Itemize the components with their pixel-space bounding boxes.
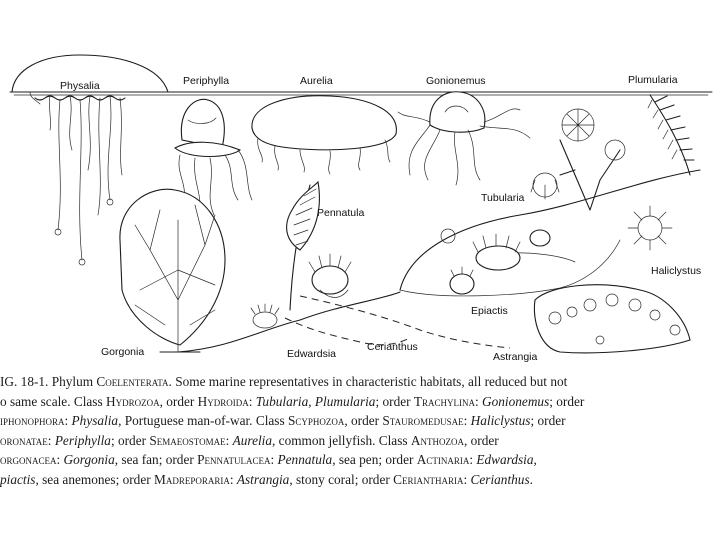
figure-caption <box>0 372 712 490</box>
label-gonionemus: Gonionemus <box>426 75 486 87</box>
caption-line-2: o same scale. Class Hydrozoa, order Hydroida: Tubularia, Plumularia; order Trachylina: Gonionemus; order <box>0 393 585 409</box>
anemone-cerianthus <box>309 254 351 298</box>
rock-outcrop <box>400 170 700 353</box>
caption-line-5: orgonacea: Gorgonia, sea fan; order Pennatulacea: Pennatula, sea pen; order Actinaria: Edwardsia, <box>0 452 537 468</box>
tubularia-drawing <box>531 109 625 210</box>
label-haliclystus: Haliclystus <box>651 265 702 277</box>
label-astrangia: Astrangia <box>493 351 538 363</box>
gorgonia-drawing <box>120 189 225 352</box>
label-pennatula: Pennatula <box>317 207 365 219</box>
label-plumularia: Plumularia <box>628 74 678 86</box>
caption-line-1: IG. 18-1. Phylum Coelenterata. Some marine representatives in characteristic habitats, all reduced but not <box>0 374 568 389</box>
caption-line-4: oronatae: Periphylla; order Semaeostomae: Aurelia, common jellyfish. Class Anthozoa, order <box>0 432 499 448</box>
label-aurelia: Aurelia <box>300 75 333 87</box>
label-tubularia: Tubularia <box>481 192 525 204</box>
pennatula-drawing <box>287 182 320 310</box>
anemone-epiactis <box>441 229 550 294</box>
plumularia-drawing <box>648 95 694 175</box>
aurelia-drawing <box>252 96 396 174</box>
label-physalia: Physalia <box>60 80 100 92</box>
label-cerianthus: Cerianthus <box>367 341 418 353</box>
label-periphylla: Periphylla <box>183 75 230 87</box>
label-epiactis: Epiactis <box>471 305 508 317</box>
haliclystus-drawing <box>628 206 672 250</box>
anemone-edwardsia <box>251 304 279 328</box>
caption-line-6: piactis, sea anemones; order Madreporaria: Astrangia, stony coral; order Ceriantharia: Cerianthus. <box>0 471 533 487</box>
label-gorgonia: Gorgonia <box>101 346 145 358</box>
seafloor <box>178 292 510 352</box>
gonionemus-drawing <box>398 92 530 185</box>
label-edwardsia: Edwardsia <box>287 348 337 360</box>
caption-line-3: iphonophora: Physalia, Portuguese man-of-war. Class Scyphozoa, order Stauromedusae: Haliclystus; order <box>0 413 566 429</box>
